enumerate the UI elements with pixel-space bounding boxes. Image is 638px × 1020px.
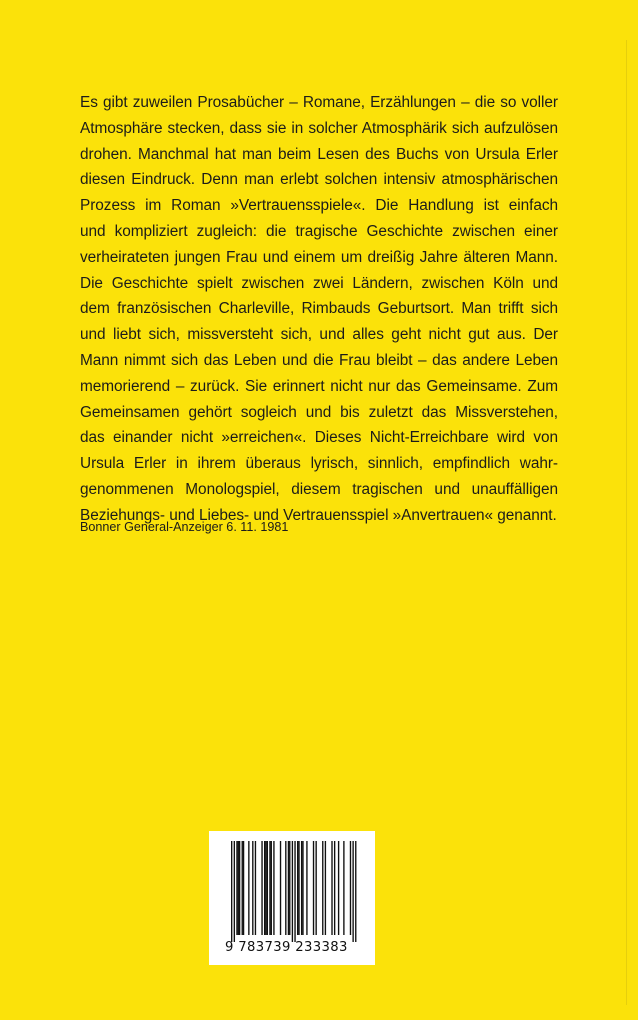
barcode-bar bbox=[338, 841, 339, 935]
barcode-bar bbox=[313, 841, 314, 935]
barcode-bar bbox=[264, 841, 265, 935]
barcode-bar bbox=[355, 841, 356, 942]
blurb-line: und kompliziert zugleich: die tragische Geschichte zwischen einer bbox=[80, 222, 558, 240]
blurb-line: das einander nicht »erreichen«. Dieses Nicht-Erreichbare wird von bbox=[80, 429, 558, 447]
barcode-bar bbox=[242, 841, 243, 935]
barcode-bar bbox=[315, 841, 316, 935]
isbn-barcode bbox=[209, 831, 375, 965]
barcode-bar bbox=[294, 841, 295, 942]
blurb-line: verheirateten jungen Frau und einem um dreißig Jahre älteren Mann. bbox=[80, 248, 558, 266]
barcode-bar bbox=[280, 841, 281, 935]
barcode-bar bbox=[331, 841, 332, 935]
barcode-bar bbox=[325, 841, 326, 935]
blurb-line: Gemeinsamen gehört sogleich und bis zuletzt das Missverstehen, bbox=[80, 403, 558, 421]
blurb-line: genommenen Monologspiel, diesem tragischen und unauffälligen bbox=[80, 480, 558, 498]
barcode-bar bbox=[248, 841, 249, 935]
blurb-line: Atmosphäre stecken, dass sie in solcher Atmosphärik sich aufzulösen bbox=[80, 119, 558, 137]
back-cover-blurb bbox=[80, 90, 558, 529]
barcode-bar bbox=[265, 841, 266, 935]
barcode-bar bbox=[234, 841, 235, 942]
isbn-digits: 9 783739 233383 bbox=[225, 940, 348, 955]
barcode-bar bbox=[252, 841, 253, 935]
blurb-line: Prozess im Roman »Vertrauensspiele«. Die Handlung ist einfach bbox=[80, 197, 558, 215]
barcode-bar bbox=[350, 841, 351, 935]
blurb-line: Mann nimmt sich das Leben und die Frau bleibt – das andere Leben bbox=[80, 351, 558, 369]
barcode-bar bbox=[306, 841, 307, 935]
barcode-bar bbox=[255, 841, 256, 935]
blurb-line: Ursula Erler in ihrem überaus lyrisch, sinnlich, empfindlich wahr- bbox=[80, 455, 558, 473]
barcode-bar bbox=[301, 841, 302, 935]
blurb-line: drohen. Manchmal hat man beim Lesen des Buchs von Ursula Erler bbox=[80, 145, 558, 163]
barcode-bar bbox=[267, 841, 268, 935]
barcode-bar bbox=[269, 841, 270, 935]
blurb-line: Die Geschichte spielt zwischen zwei Ländern, zwischen Köln und bbox=[80, 274, 558, 292]
blurb-line: und liebt sich, missversteht sich, und alles geht nicht gut aus. Der bbox=[80, 326, 558, 344]
barcode-bar bbox=[271, 841, 272, 935]
barcode-bar bbox=[236, 841, 237, 935]
barcode-bar bbox=[292, 841, 293, 942]
blurb-line: Beziehungs- und Liebes- und Vertrauensspiel »Anvertrauen« genannt. bbox=[80, 506, 557, 524]
barcode-bar bbox=[231, 841, 232, 942]
barcode-bar bbox=[289, 841, 290, 935]
blurb-line: Es gibt zuweilen Prosabücher – Romane, Erzählungen – die so voller bbox=[80, 94, 558, 111]
blurb-line: memorierend – zurück. Sie erinnert nicht nur das Gemeinsame. Zum bbox=[80, 377, 558, 395]
barcode-bar bbox=[352, 841, 353, 942]
barcode-bar bbox=[322, 841, 323, 935]
barcode-bar bbox=[302, 841, 303, 935]
cover-edge-line bbox=[626, 40, 627, 1005]
barcode-bar bbox=[298, 841, 299, 935]
barcode-bar bbox=[334, 841, 335, 935]
blurb-line: diesen Eindruck. Denn man erlebt solchen intensiv atmosphärischen bbox=[80, 171, 558, 189]
blurb-line: dem französischen Charleville, Rimbauds Geburtsort. Man trifft sich bbox=[80, 300, 558, 318]
barcode-bar bbox=[243, 841, 244, 935]
review-source: Bonner General-Anzeiger 6. 11. 1981 bbox=[80, 520, 289, 534]
barcode-bar bbox=[297, 841, 298, 935]
barcode-bar bbox=[288, 841, 289, 935]
barcode-bar bbox=[239, 841, 240, 935]
barcode-bar bbox=[273, 841, 274, 935]
barcode-bar bbox=[238, 841, 239, 935]
barcode-bar bbox=[343, 841, 344, 935]
barcode-bar bbox=[285, 841, 286, 935]
barcode-bar bbox=[261, 841, 262, 935]
